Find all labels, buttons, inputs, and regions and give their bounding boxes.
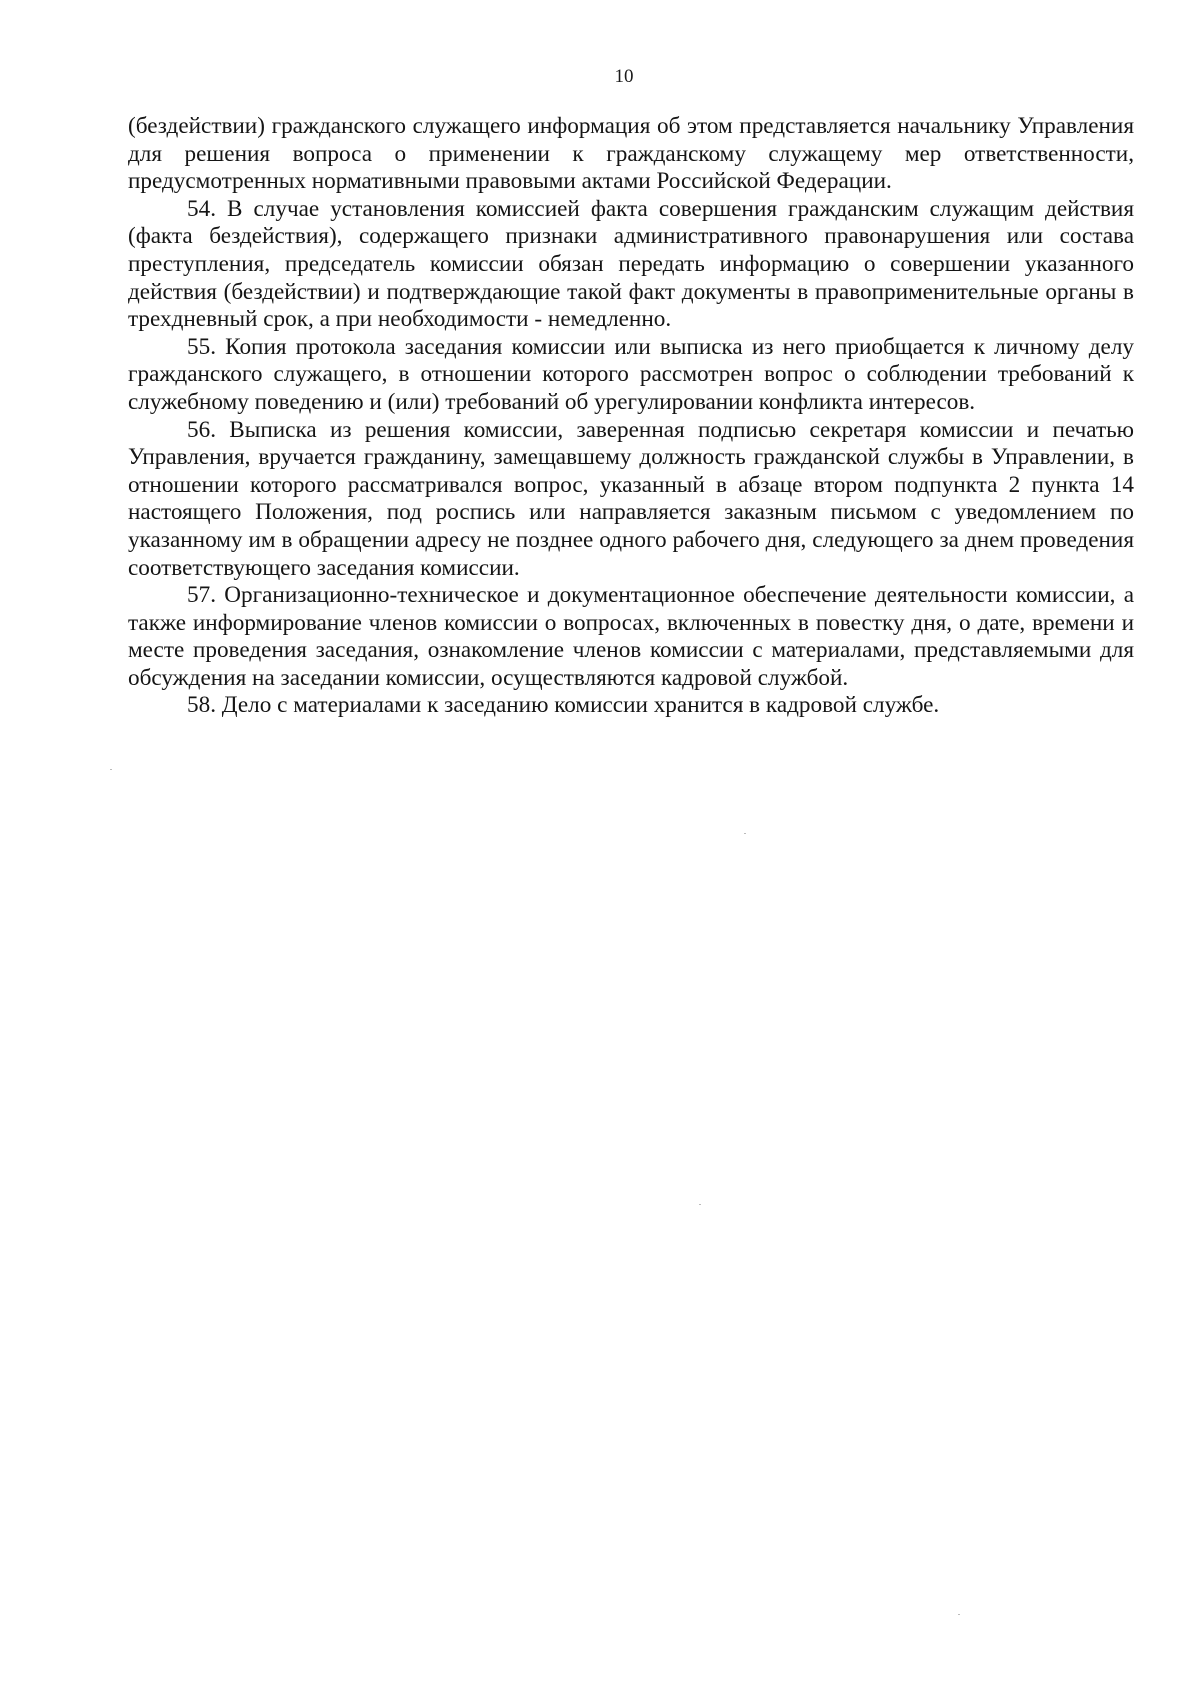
paragraph-item-57: 57. Организационно-техническое и документационное обеспечение деятельности комиссии, а также информирование членов комиссии о вопросах, включенных в повестку дня, о дате, времени и месте проведения заседания, ознакомление членов комиссии с материалами, представляемыми для обсуждения на заседании комиссии, осуществляются кадровой службой.: [128, 582, 1134, 691]
scan-speck: [110, 769, 112, 770]
paragraph-item-56: 56. Выписка из решения комиссии, заверенная подписью секретаря комиссии и печатью Управления, вручается гражданину, замещавшему должность гражданской службы в Управлении, в отношении которого рассматривался вопрос, указанный в абзаце втором подпункта 2 пункта 14 настоящего Положения, под роспись или направляется заказным письмом с уведомлением по указанному им в обращении адресу не позднее одного рабочего дня, следующего за днем проведения соответствующего заседания комиссии.: [128, 416, 1134, 581]
paragraph-continuation: (бездействии) гражданского служащего информация об этом представляется начальнику Управления для решения вопроса о применении к гражданскому служащему мер ответственности, предусмотренных нормативными правовыми актами Российской Федерации.: [128, 113, 1134, 195]
paragraph-item-55: 55. Копия протокола заседания комиссии или выписка из него приобщается к личному делу гражданского служащего, в отношении которого рассмотрен вопрос о соблюдении требований к служебному поведению и (или) требований об урегулировании конфликта интересов.: [128, 333, 1134, 415]
scan-speck: [744, 833, 746, 834]
scan-speck: [699, 1204, 701, 1205]
paragraph-item-58: 58. Дело с материалами к заседанию комиссии хранится в кадровой службе.: [187, 692, 940, 719]
document-body: [128, 113, 1134, 720]
scan-speck: [958, 1614, 960, 1615]
page-number: 10: [614, 66, 634, 87]
paragraph-item-54: 54. В случае установления комиссией факта совершения гражданским служащим действия (факта бездействия), содержащего признаки административного правонарушения или состава преступления, председатель комиссии обязан передать информацию о совершении указанного действия (бездействии) и подтверждающие такой факт документы в правоприменительные органы в трехдневный срок, а при необходимости - немедленно.: [128, 195, 1134, 333]
